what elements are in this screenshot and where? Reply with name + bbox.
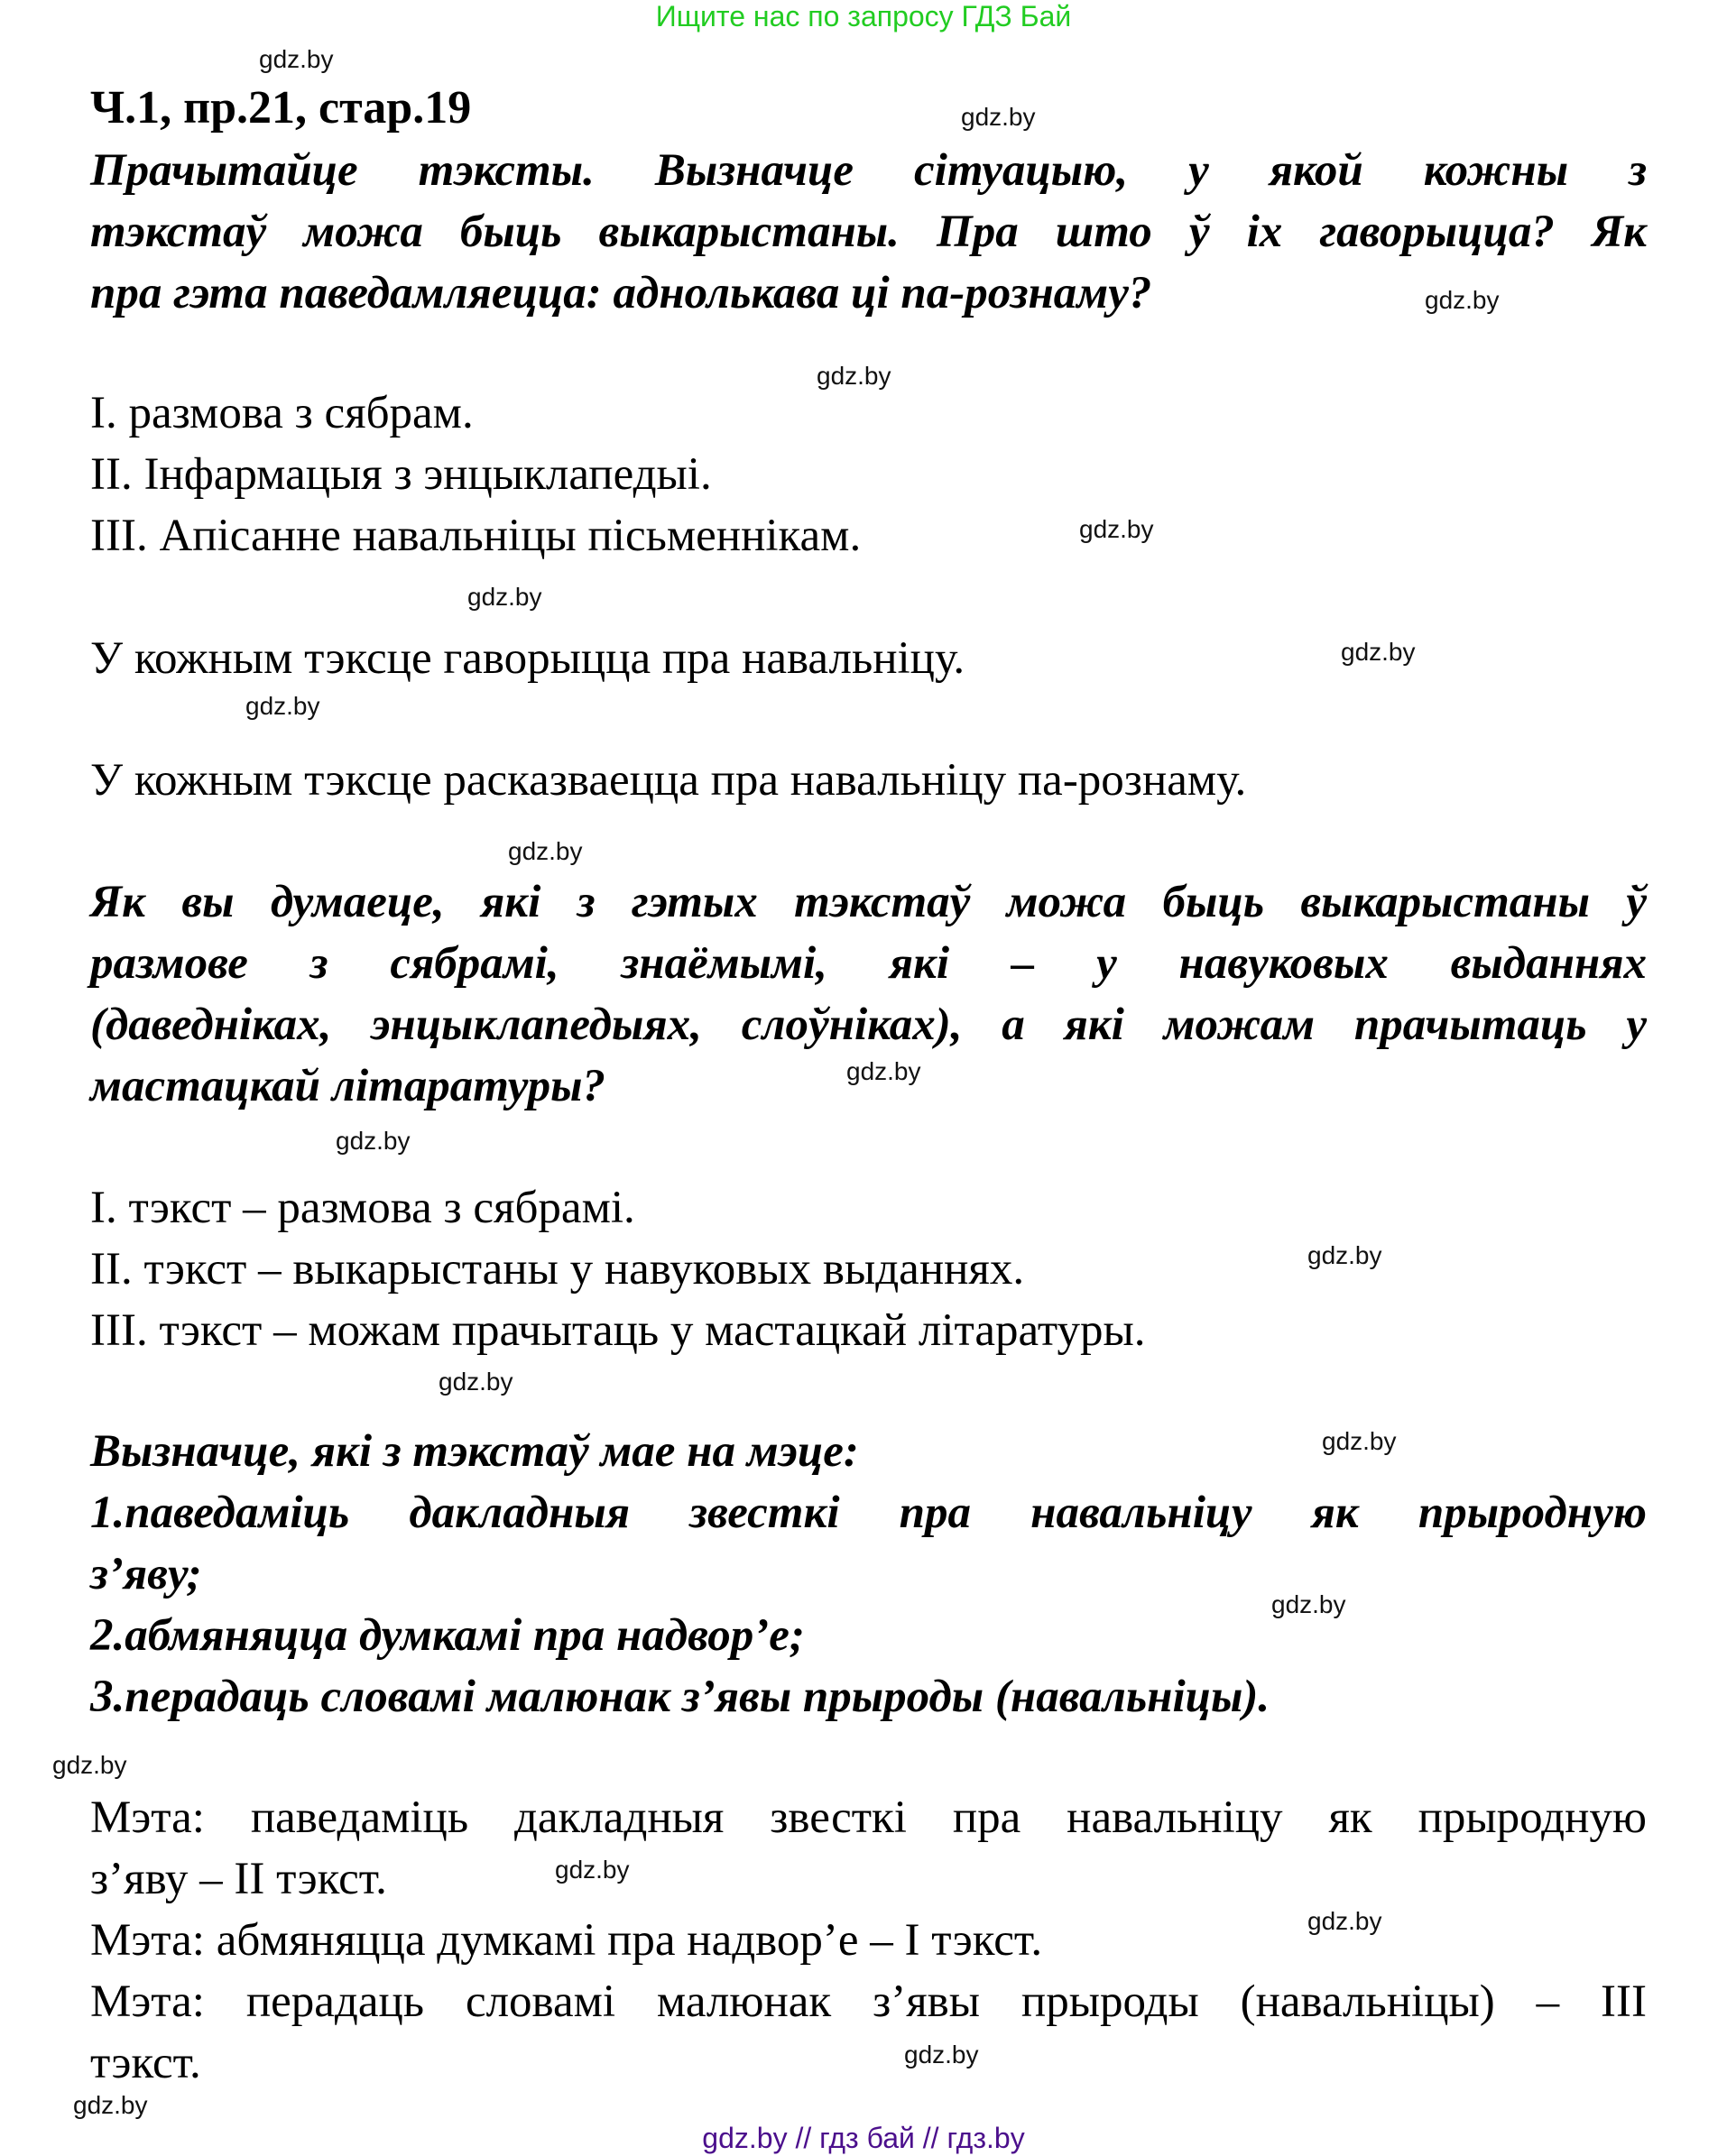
list-item: ІІІ. тэкст – можам прачытаць у мастацкай літаратуры. <box>90 1305 1146 1356</box>
list-item: І. тэкст – размова з сябрамі. <box>90 1183 635 1233</box>
watermark: gdz.by <box>336 1127 411 1155</box>
watermark: gdz.by <box>1341 638 1416 666</box>
watermark: gdz.by <box>904 2041 979 2068</box>
task-line: размове з сябрамі, знаёмымі, які – у навуковых выданнях <box>90 938 1647 989</box>
answer-text: У кожным тэксце гаворыцца пра навальніцу. <box>90 633 965 684</box>
watermark: gdz.by <box>245 692 320 720</box>
task-line: 3.перадаць словамі малюнак з’явы прыроды (навальніцы). <box>90 1672 1270 1722</box>
list-item: І. размова з сябрам. <box>90 388 474 438</box>
watermark: gdz.by <box>1425 286 1500 314</box>
watermark: gdz.by <box>1322 1427 1397 1455</box>
watermark: gdz.by <box>259 45 334 73</box>
watermark: gdz.by <box>73 2091 148 2119</box>
task-line: Вызначце, які з тэкстаў мае на мэце: <box>90 1426 859 1477</box>
answer-line: тэкст. <box>90 2038 201 2088</box>
task-line: мастацкай літаратуры? <box>90 1061 606 1111</box>
task-line: Як вы думаеце, які з гэтых тэкстаў можа быць выкарыстаны ў <box>90 877 1647 927</box>
watermark: gdz.by <box>439 1368 513 1396</box>
answer-line: з’яву – ІІ тэкст. <box>90 1854 387 1904</box>
task-line: 1.паведаміць дакладныя звесткі пра навальніцу як прыродную <box>90 1488 1647 1538</box>
watermark: gdz.by <box>508 837 583 865</box>
watermark: gdz.by <box>846 1057 921 1085</box>
search-banner: Ищите нас по запросу ГДЗ Бай <box>655 0 1072 32</box>
watermark: gdz.by <box>817 362 891 390</box>
watermark: gdz.by <box>961 103 1036 131</box>
task-line: (даведніках, энцыклапедыях, слоўніках), а які можам прачытаць у <box>90 1000 1647 1050</box>
answer-line: Мэта: абмяняцца думкамі пра надвор’е – І тэкст. <box>90 1915 1043 1966</box>
task-line: з’яву; <box>90 1549 202 1599</box>
task-line: Прачытайце тэксты. Вызначце сітуацыю, у якой кожны з <box>90 145 1647 196</box>
watermark: gdz.by <box>52 1751 127 1779</box>
watermark: gdz.by <box>1271 1590 1346 1618</box>
answer-line: Мэта: перадаць словамі малюнак з’явы прыроды (навальніцы) – ІІІ <box>90 1976 1647 2027</box>
task-line: 2.абмяняцца думкамі пра надвор’е; <box>90 1610 805 1661</box>
watermark: gdz.by <box>1079 515 1154 543</box>
list-item: ІІІ. Апісанне навальніцы пісьменнікам. <box>90 511 862 561</box>
exercise-heading <box>90 78 1647 139</box>
answer-list-1 <box>90 382 1647 567</box>
watermark: gdz.by <box>1307 1241 1382 1269</box>
answer-list-2 <box>90 1177 1647 1361</box>
watermark: gdz.by <box>467 583 542 611</box>
answer-line: Мэта: паведаміць дакладныя звесткі пра навальніцу як прыродную <box>90 1792 1647 1843</box>
sentence-2 <box>90 750 1647 811</box>
task-line: тэкстаў можа быць выкарыстаны. Пра што ў іх гаворыцца? Як <box>90 207 1647 257</box>
task-line: пра гэта паведамляецца: аднолькава ці па-рознаму? <box>90 268 1152 318</box>
list-item: ІІ. тэкст – выкарыстаны у навуковых выданнях. <box>90 1244 1025 1295</box>
heading-text: Ч.1, пр.21, стар.19 <box>90 82 472 134</box>
answers-3 <box>90 1787 1647 2094</box>
footer-links: gdz.by // гдз бай // гдз.by <box>702 2122 1025 2154</box>
list-item: ІІ. Інфармацыя з энцыклапедыі. <box>90 449 712 500</box>
watermark: gdz.by <box>1307 1907 1382 1935</box>
task-3 <box>90 1421 1647 1728</box>
answer-text: У кожным тэксце расказваецца пра навальніцу па-рознаму. <box>90 755 1247 806</box>
task-1 <box>90 140 1647 324</box>
watermark: gdz.by <box>555 1856 630 1884</box>
